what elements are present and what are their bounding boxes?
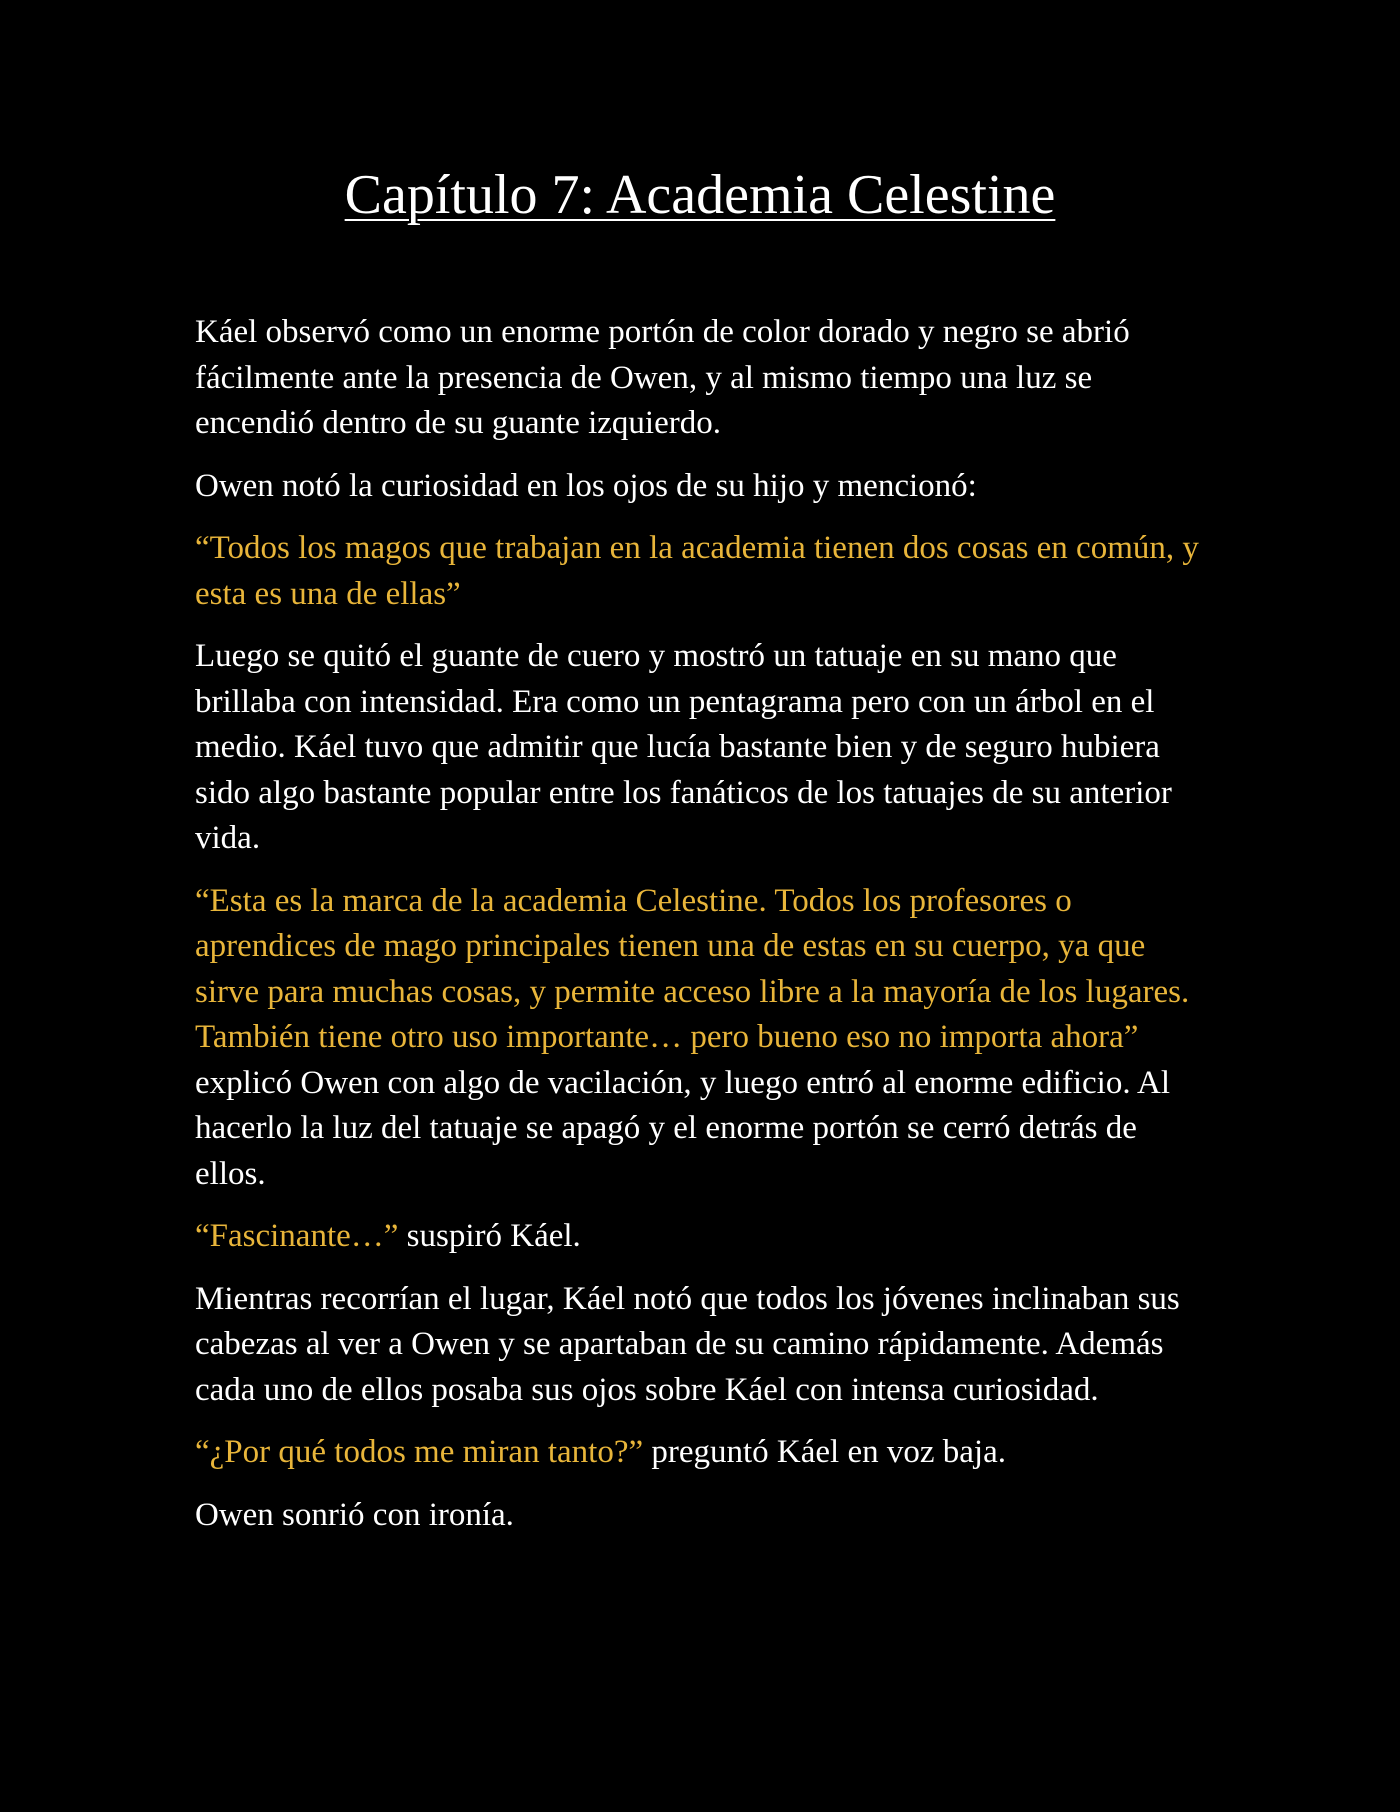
chapter-title (0, 160, 1400, 230)
chapter-body (195, 310, 1215, 1555)
narration-text: Mientras recorrían el lugar, Káel notó que todos los jóvenes inclinaban sus cabezas al ver a Owen y se apartaban de su camino rápidamente. Además cada uno de ellos posaba sus ojos sobre Káel con intensa curiosidad. (195, 1280, 1180, 1408)
paragraph (195, 1493, 1215, 1539)
narration-text: Owen notó la curiosidad en los ojos de su hijo y mencionó: (195, 467, 977, 504)
paragraph (195, 464, 1215, 510)
paragraph (195, 526, 1215, 617)
paragraph (195, 1277, 1215, 1414)
narration-text: suspiró Káel. (398, 1218, 581, 1254)
dialogue-text: “Fascinante…” (195, 1218, 399, 1254)
paragraph (195, 1430, 1215, 1476)
narration-text: Káel observó como un enorme portón de color dorado y negro se abrió fácilmente ante la presencia de Owen, y al mismo tiempo una luz se encendió dentro de su guante izquierdo. (195, 314, 1130, 441)
dialogue-text: “Todos los magos que trabajan en la academia tienen dos cosas en común, y esta es una de ellas” (195, 530, 1199, 612)
paragraph (195, 1214, 1215, 1260)
narration-text: Luego se quitó el guante de cuero y mostró un tatuaje en su mano que brillaba con intensidad. Era como un pentagrama pero con un árbol en el medio. Káel tuvo que admitir que lucía bastante bien y de seguro hubiera sido algo bastante popular entre los fanáticos de los tatuajes de su anterior vida. (195, 638, 1172, 856)
paragraph (195, 310, 1215, 447)
dialogue-text: “¿Por qué todos me miran tanto?” (195, 1434, 644, 1470)
chapter-title-text: Capítulo 7: Academia Celestine (344, 164, 1056, 226)
dialogue-text: “Esta es la marca de la academia Celestine. Todos los profesores o aprendices de mago principales tienen una de estas en su cuerpo, ya que sirve para muchas cosas, y permite acceso libre a la mayoría de los lugares. También tiene otro uso importante… pero bueno eso no importa ahora” (195, 882, 1190, 1055)
paragraph (195, 634, 1215, 862)
narration-text: explicó Owen con algo de vacilación, y luego entró al enorme edificio. Al hacerlo la luz del tatuaje se apagó y el enorme portón se cerró detrás de ellos. (195, 1064, 1170, 1192)
narration-text: Owen sonrió con ironía. (195, 1496, 514, 1533)
paragraph (195, 879, 1215, 1198)
narration-text: preguntó Káel en voz baja. (643, 1434, 1006, 1470)
